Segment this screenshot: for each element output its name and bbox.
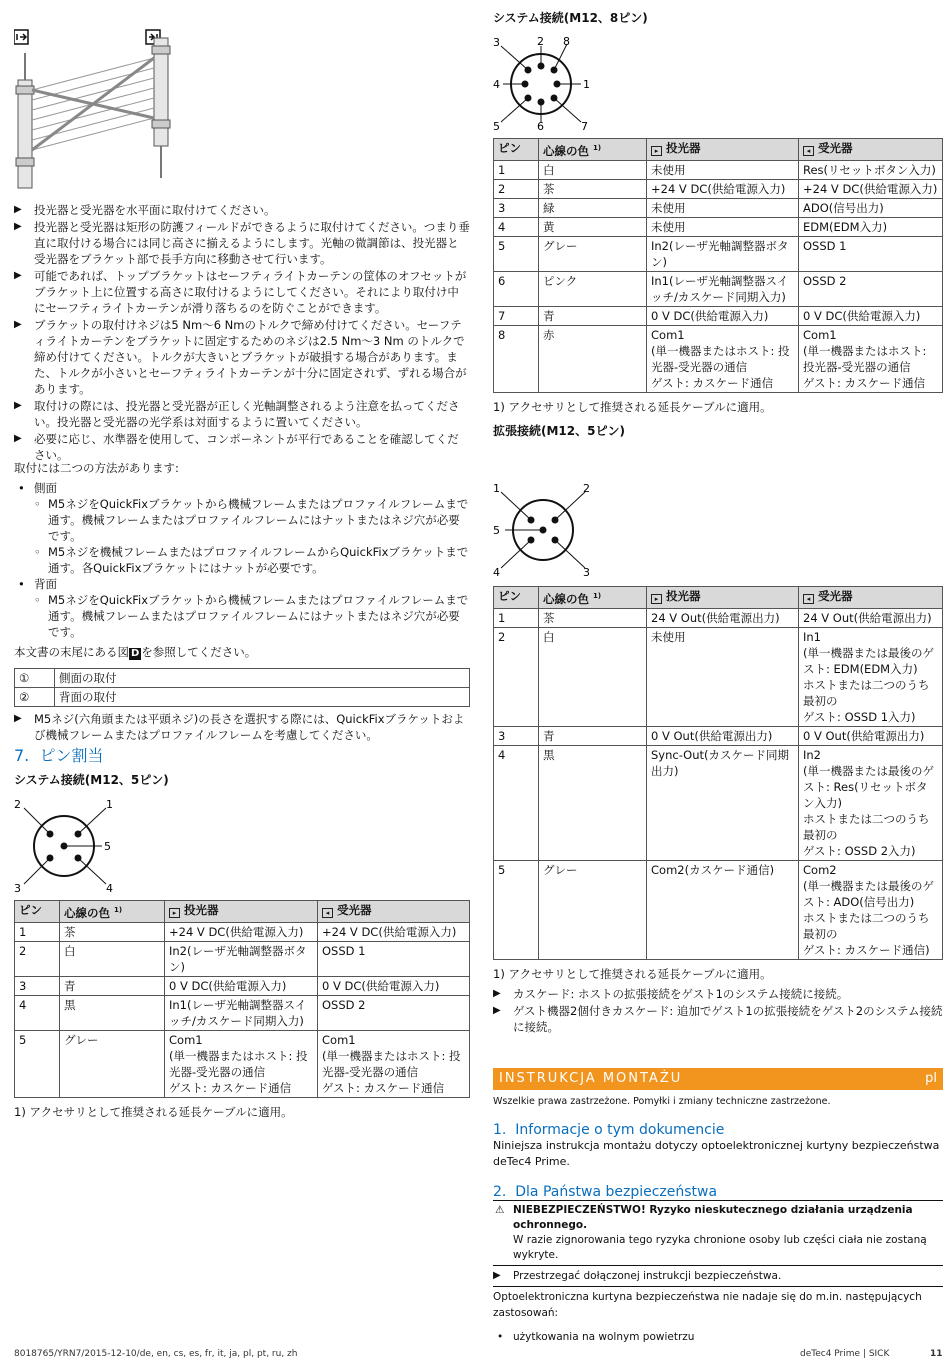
pin-label: 2 [583, 482, 590, 495]
table-cell: 2 [494, 179, 539, 198]
connector-8pin-diagram [493, 34, 603, 134]
pin-label: 3 [14, 882, 21, 895]
mounting-instructions [14, 202, 470, 464]
pl-paragraph-1: Niniejsza instrukcja montażu dotyczy optoelektronicznej kurtyny bezpieczeństwa deTec4 Prime. [493, 1139, 940, 1168]
sys5-footnote: 1) アクセサリとして推奨される延長ケーブルに適用。 [14, 1104, 293, 1119]
col-pin: ピン [15, 901, 60, 923]
sys5-table-wrap [14, 900, 470, 1120]
pin-label: 2 [14, 798, 21, 811]
table-cell: 5 [494, 236, 539, 271]
methods-list [14, 480, 470, 640]
pin-label: 5 [493, 120, 500, 133]
methods-section [14, 460, 470, 744]
receiver-icon: ◂ [803, 146, 814, 156]
pin-label: 1 [106, 798, 113, 811]
table-cell: 青 [539, 726, 647, 745]
table-cell: In2(レーザ光軸調整器ボタン) [165, 941, 318, 976]
section-heading-pin [14, 748, 103, 764]
rights-notice: Wszelkie prawa zastrzeżone. Pomyłki i zmiany techniczne zastrzeżone. [493, 1096, 831, 1107]
col-color: 心線の色 $^{1)}$ [539, 139, 647, 161]
section-title: ピン割当 [39, 746, 104, 765]
banner-language: pl [925, 1071, 937, 1086]
pin-label: 8 [563, 35, 570, 48]
ext5-table-wrap [493, 586, 943, 1036]
mounting-illustration [14, 28, 174, 193]
sys8-pin-table [493, 138, 943, 393]
table-cell: 茶 [539, 179, 647, 198]
table-cell: 24 V Out(供給電源出力) [647, 608, 799, 627]
footer-product: deTec4 Prime | SICK [800, 1349, 890, 1359]
pin-label: 3 [583, 566, 590, 579]
table-row [15, 995, 470, 1030]
instruction-item: ▶ 取付けの際には、投光器と受光器が正しく光軸調整されるよう注意を払ってください。投光器と受光器の光学系は対面するように置いてください。 [14, 398, 470, 430]
cascade-note: ▶ ゲスト機器2個付きカスケード: 追加でゲスト1の拡張接続をゲスト2のシステム接続に接続。 [493, 1003, 943, 1035]
table-row [494, 860, 943, 959]
table-cell: グレー [539, 236, 647, 271]
method-back-label: 背面 [34, 577, 57, 591]
col-color: 心線の色 $^{1)}$ [60, 901, 165, 923]
table-row [494, 745, 943, 860]
table-cell: In2 (単一機器または最後のゲスト: Res(リセットボタン入力) ホストまたは二つのうち最初の ゲスト: OSSD 2入力) [799, 745, 943, 860]
table-cell: Com1 (単一機器またはホスト: 投光器-受光器の通信 ゲスト: カスケード通信 [647, 325, 799, 392]
table-cell: Com1 (単一機器またはホスト: 投光器-受光器の通信 ゲスト: カスケード通信 [165, 1030, 318, 1097]
table-row [15, 669, 470, 688]
table-cell: 黄 [539, 217, 647, 236]
table-cell: 0 V DC(供給電源入力) [647, 306, 799, 325]
figure-ref-text: 本文書の末尾にある図 [14, 645, 129, 659]
pl-bullet: ▶ Przestrzegać dołączonej instrukcji bezpieczeństwa. [493, 1268, 943, 1284]
table-cell: Com1 (単一機器またはホスト: 投光器-受光器の通信 ゲスト: カスケード通信 [799, 325, 943, 392]
table-cell: 白 [60, 941, 165, 976]
figure-ref-text-end: を参照してください。 [141, 645, 257, 659]
table-cell: 0 V DC(供給電源入力) [799, 306, 943, 325]
table-row [494, 306, 943, 325]
table-cell: 0 V Out(供給電源出力) [647, 726, 799, 745]
pl-heading-2: 2. Dla Państwa bezpieczeństwa [493, 1184, 718, 1200]
table-cell: 未使用 [647, 198, 799, 217]
table-cell: グレー [539, 860, 647, 959]
table-cell: +24 V DC(供給電源入力) [799, 179, 943, 198]
ext5-pin-table [493, 586, 943, 960]
col-emitter: ▸ 投光器 [647, 139, 799, 161]
col-receiver: ◂ 受光器 [799, 587, 943, 609]
table-row [494, 726, 943, 745]
instruction-item: ▶ 投光器と受光器を水平面に取付けてください。 [14, 202, 470, 218]
col-pin: ピン [494, 139, 539, 161]
polish-section [493, 1094, 943, 1345]
table-cell: 緑 [539, 198, 647, 217]
table-cell: 側面の取付 [55, 669, 470, 688]
ext5-footnote: 1) アクセサリとして推奨される延長ケーブルに適用。 [493, 966, 772, 981]
table-cell: In1(レーザ光軸調整器スイッチ/カスケード同期入力) [647, 271, 799, 306]
pin-label: 4 [493, 78, 500, 91]
table-cell: OSSD 2 [799, 271, 943, 306]
table-row [15, 922, 470, 941]
col-emitter: ▸ 投光器 [165, 901, 318, 923]
table-cell: 青 [60, 976, 165, 995]
danger-warning [493, 1200, 943, 1266]
connector-ext5-diagram [493, 480, 603, 580]
table-row [494, 271, 943, 306]
table-row [494, 160, 943, 179]
table-cell: Com1 (単一機器またはホスト: 投光器-受光器の通信 ゲスト: カスケード通信 [318, 1030, 470, 1097]
sys8-title: システム接続(M12、8ピン) [493, 11, 648, 25]
warning-title: NIEBEZPIECZEŃSTWO! Ryzyko nieskutecznego działania urządzenia ochronnego. [513, 1204, 913, 1231]
table-cell: 2 [494, 627, 539, 726]
table-cell: In1 (単一機器または最後のゲスト: EDM(EDM入力) ホストまたは二つのうち最初の ゲスト: OSSD 1入力) [799, 627, 943, 726]
table-row [15, 976, 470, 995]
sys5-table-body [15, 922, 470, 1097]
table-cell: OSSD 1 [799, 236, 943, 271]
table-cell: 赤 [539, 325, 647, 392]
table-cell: 黒 [60, 995, 165, 1030]
sys8-table-body [494, 160, 943, 392]
table-cell: 5 [15, 1030, 60, 1097]
table-row [15, 941, 470, 976]
mount-type-table [14, 668, 470, 707]
m5-note: ▶ M5ネジ(六角頭または平頭ネジ)の長さを選択する際には、QuickFixブラケットおよび機械フレームまたはプロファイルフレームを考慮してください。 [14, 711, 470, 743]
table-cell: 4 [494, 745, 539, 860]
method-side [14, 480, 470, 576]
instruction-item: ▶ 必要に応じ、水準器を使用して、コンポーネントが平行であることを確認してください。 [14, 431, 470, 463]
col-color: 心線の色 $^{1)}$ [539, 587, 647, 609]
emitter-icon: ▸ [651, 594, 662, 604]
pin-label: 4 [106, 882, 113, 895]
back-items [34, 592, 470, 640]
table-cell: 未使用 [647, 217, 799, 236]
receiver-icon: ◂ [803, 594, 814, 604]
table-cell: OSSD 2 [318, 995, 470, 1030]
figure-ref-badge[interactable]: D [131, 648, 140, 659]
table-cell: 7 [494, 306, 539, 325]
table-cell: 白 [539, 627, 647, 726]
table-row [494, 198, 943, 217]
pl-dot-item: • użytkowania na wolnym powietrzu [493, 1329, 943, 1345]
table-cell: 0 V Out(供給電源出力) [799, 726, 943, 745]
emitter-icon: ▸ [651, 146, 662, 156]
table-cell: 1 [15, 922, 60, 941]
table-cell: +24 V DC(供給電源入力) [165, 922, 318, 941]
cascade-notes [493, 986, 943, 1035]
table-cell: 未使用 [647, 627, 799, 726]
table-cell: Sync-Out(カスケード同期出力) [647, 745, 799, 860]
side-item: ◦ M5ネジを機械フレームまたはプロファイルフレームからQuickFixブラケットまで通す。各QuickFixブラケットにはナットが必要です。 [34, 544, 470, 576]
ext5-title: 拡張接続(M12、5ピン) [493, 423, 625, 438]
table-cell: グレー [60, 1030, 165, 1097]
table-cell: ピンク [539, 271, 647, 306]
table-cell: In2(レーザ光軸調整器ボタン) [647, 236, 799, 271]
table-cell: 4 [15, 995, 60, 1030]
pl-heading-1: 1. Informacje o tym dokumencie [493, 1122, 725, 1138]
col-receiver: ◂ 受光器 [799, 139, 943, 161]
table-row [494, 179, 943, 198]
methods-intro: 取付には二つの方法があります: [14, 461, 179, 475]
table-header-row [15, 901, 470, 923]
table-cell: 茶 [60, 922, 165, 941]
connector-5pin-diagram [14, 796, 124, 896]
table-cell: Com2(カスケード通信) [647, 860, 799, 959]
table-cell: ② [15, 688, 55, 707]
table-header-row [494, 139, 943, 161]
pl-dot-list [493, 1329, 943, 1345]
table-cell: 4 [494, 217, 539, 236]
method-side-label: 側面 [34, 481, 57, 495]
polish-section-banner [493, 1068, 943, 1090]
pl-bullets [493, 1268, 943, 1284]
table-cell: 3 [15, 976, 60, 995]
banner-title: INSTRUKCJA MONTAŻU [499, 1071, 683, 1086]
sys8-table-wrap [493, 138, 943, 439]
m5-note-list [14, 711, 470, 743]
table-cell: EDM(EDM入力) [799, 217, 943, 236]
table-cell: 24 V Out(供給電源出力) [799, 608, 943, 627]
table-cell: +24 V DC(供給電源入力) [647, 179, 799, 198]
table-cell: 0 V DC(供給電源入力) [165, 976, 318, 995]
table-row [494, 236, 943, 271]
emitter-icon: ▸ [169, 908, 180, 918]
table-cell: 2 [15, 941, 60, 976]
table-cell: 白 [539, 160, 647, 179]
pin-label: 3 [493, 36, 500, 49]
table-row [494, 608, 943, 627]
receiver-icon: ◂ [322, 908, 333, 918]
pin-label: 2 [537, 35, 544, 48]
sys5-pin-table [14, 900, 470, 1098]
table-cell: OSSD 1 [318, 941, 470, 976]
table-cell: 背面の取付 [55, 688, 470, 707]
table-row [494, 325, 943, 392]
sys8-footnote: 1) アクセサリとして推奨される延長ケーブルに適用。 [493, 399, 772, 414]
col-pin: ピン [494, 587, 539, 609]
page-number: 11 [930, 1349, 943, 1359]
table-row [15, 1030, 470, 1097]
table-row [15, 688, 470, 707]
table-cell: Res(リセットボタン入力) [799, 160, 943, 179]
table-cell: 8 [494, 325, 539, 392]
table-cell: 1 [494, 608, 539, 627]
cascade-note: ▶ カスケード: ホストの拡張接続をゲスト1のシステム接続に接続。 [493, 986, 943, 1002]
pin-label: 5 [493, 524, 500, 537]
instruction-item: ▶ 投光器と受光器は矩形の防護フィールドができるように取付けてください。つまり垂直に取付ける場合には同じ高さに揃えるようにします。光軸の微調節は、投光器と受光器をブラケット部で長手方向に移動させて行います。 [14, 219, 470, 267]
side-items [34, 496, 470, 576]
table-cell: In1(レーザ光軸調整器スイッチ/カスケード同期入力) [165, 995, 318, 1030]
instruction-item: ▶ 可能であれば、トップブラケットはセーフティライトカーテンの筐体のオフセットがブラケット上に位置する高さに取付けるようにしてください。それにより取付け中にセーフティライトカーテンが滑り落ちるのを防ぐことができます。 [14, 268, 470, 316]
pin-label: 7 [581, 120, 588, 133]
table-cell: 3 [494, 726, 539, 745]
table-cell: Com2 (単一機器または最後のゲスト: ADO(信号出力) ホストまたは二つのうち最初の ゲスト: カスケード通信) [799, 860, 943, 959]
sys5-title: システム接続(M12、5ピン) [14, 773, 169, 787]
pin-label: 1 [583, 78, 590, 91]
table-cell: 茶 [539, 608, 647, 627]
pl-paragraph-2: Optoelektroniczna kurtyna bezpieczeństwa nie nadaje się do m.in. następujących zastosowań: [493, 1286, 943, 1321]
table-cell: 0 V DC(供給電源入力) [318, 976, 470, 995]
pin-label: 5 [104, 840, 111, 853]
table-header-row [494, 587, 943, 609]
table-cell: 3 [494, 198, 539, 217]
table-cell: 未使用 [647, 160, 799, 179]
table-cell: 青 [539, 306, 647, 325]
warning-icon: ⚠ [495, 1204, 505, 1216]
table-row [494, 217, 943, 236]
back-item: ◦ M5ネジをQuickFixブラケットから機械フレームまたはプロファイルフレームまで通す。機械フレームまたはプロファイルフレームにはナットまたはネジ穴が必要です。 [34, 592, 470, 640]
section-number: 7. [14, 746, 30, 765]
table-cell: ① [15, 669, 55, 688]
table-cell: 1 [494, 160, 539, 179]
instruction-item: ▶ ブラケットの取付けネジは5 Nm〜6 Nmのトルクで締め付けてください。セーフティライトカーテンをブラケットに固定するためのネジは2.5 Nm〜3 Nm のトルクで締め付けてください。トルクが大きいとブラケットが破損する場合があります。また、トルクが小さいとセーフティライトカーテンが十分に固定されず、ずれる場合があります。 [14, 317, 470, 397]
footer-doc-id: 8018765/YRN7/2015-12-10/de, en, cs, es, fr, it, ja, pl, pt, ru, zh [14, 1349, 298, 1359]
table-cell: 6 [494, 271, 539, 306]
table-cell: 5 [494, 860, 539, 959]
warning-text: W razie zignorowania tego ryzyka chronione osoby lub części ciała nie zostaną wykryte. [513, 1234, 927, 1261]
table-row [494, 627, 943, 726]
table-cell: 黒 [539, 745, 647, 860]
pin-label: 4 [493, 566, 500, 579]
pin-label: 1 [493, 482, 500, 495]
table-cell: +24 V DC(供給電源入力) [318, 922, 470, 941]
side-item: ◦ M5ネジをQuickFixブラケットから機械フレームまたはプロファイルフレームまで通す。機械フレームまたはプロファイルフレームにはナットまたはネジ穴が必要です。 [34, 496, 470, 544]
pin-label: 6 [537, 120, 544, 133]
col-receiver: ◂ 受光器 [318, 901, 470, 923]
col-emitter: ▸ 投光器 [647, 587, 799, 609]
ext5-table-body [494, 608, 943, 959]
method-back [14, 576, 470, 640]
table-cell: ADO(信号出力) [799, 198, 943, 217]
figure-reference [14, 644, 470, 660]
